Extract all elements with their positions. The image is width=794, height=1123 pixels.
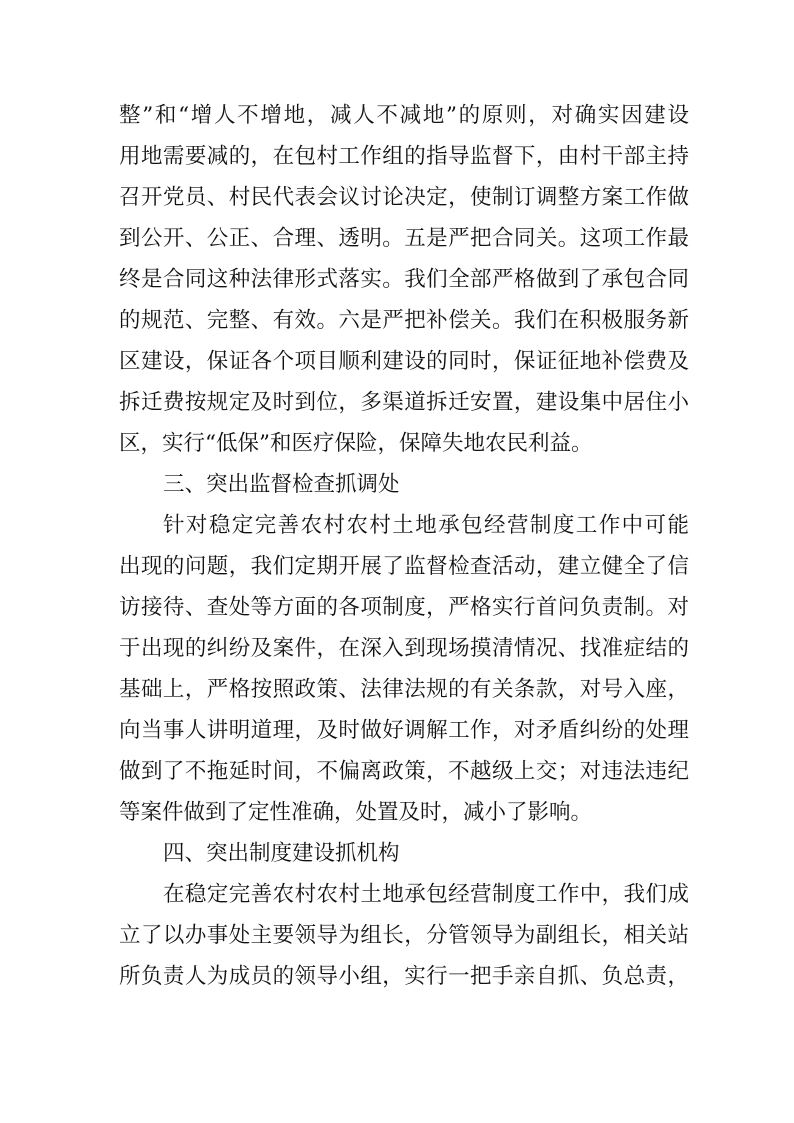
paragraph-line: 用地需要减的，在包村工作组的指导监督下，由村干部主持: [119, 144, 689, 169]
paragraph-line: 拆迁费按规定及时到位，多渠道拆迁安置，建设集中居住小: [119, 390, 689, 415]
section-heading: 四、突出制度建设抓机构: [163, 841, 400, 866]
paragraph-line: 做到了不拖延时间，不偏离政策，不越级上交；对违法违纪: [119, 759, 689, 784]
paragraph-line: 出现的问题，我们定期开展了监督检查活动，建立健全了信: [119, 554, 689, 579]
section-heading: 三、突出监督检查抓调处: [163, 472, 400, 497]
paragraph-line: 访接待、查处等方面的各项制度，严格实行首问负责制。对: [119, 595, 689, 620]
paragraph-line: 等案件做到了定性准确，处置及时，减小了影响。: [119, 800, 593, 825]
paragraph-line: 的规范、完整、有效。六是严把补偿关。我们在积极服务新: [119, 308, 689, 333]
paragraph-line: 整”和“增人不增地，减人不减地”的原则，对确实因建设: [119, 103, 689, 128]
paragraph-line: 立了以办事处主要领导为组长，分管领导为副组长，相关站: [119, 923, 689, 948]
paragraph-line: 向当事人讲明道理，及时做好调解工作，对矛盾纠纷的处理: [119, 718, 689, 743]
paragraph-line: 基础上，严格按照政策、法律法规的有关条款，对号入座，: [119, 677, 689, 702]
paragraph-line: 召开党员、村民代表会议讨论决定，使制订调整方案工作做: [119, 185, 689, 210]
paragraph-line: 区建设，保证各个项目顺利建设的同时，保证征地补偿费及: [119, 349, 689, 374]
paragraph-line: 到公开、公正、合理、透明。五是严把合同关。这项工作最: [119, 226, 689, 251]
paragraph-line: 针对稳定完善农村农村土地承包经营制度工作中可能: [163, 513, 689, 538]
paragraph-line: 在稳定完善农村农村土地承包经营制度工作中，我们成: [163, 882, 689, 907]
paragraph-line: 终是合同这种法律形式落实。我们全部严格做到了承包合同: [119, 267, 689, 292]
paragraph-line: 所负责人为成员的领导小组，实行一把手亲自抓、负总责，: [119, 964, 689, 989]
paragraph-line: 于出现的纠纷及案件，在深入到现场摸清情况、找准症结的: [119, 636, 689, 661]
paragraph-line: 区，实行“低保”和医疗保险，保障失地农民利益。: [119, 431, 593, 456]
